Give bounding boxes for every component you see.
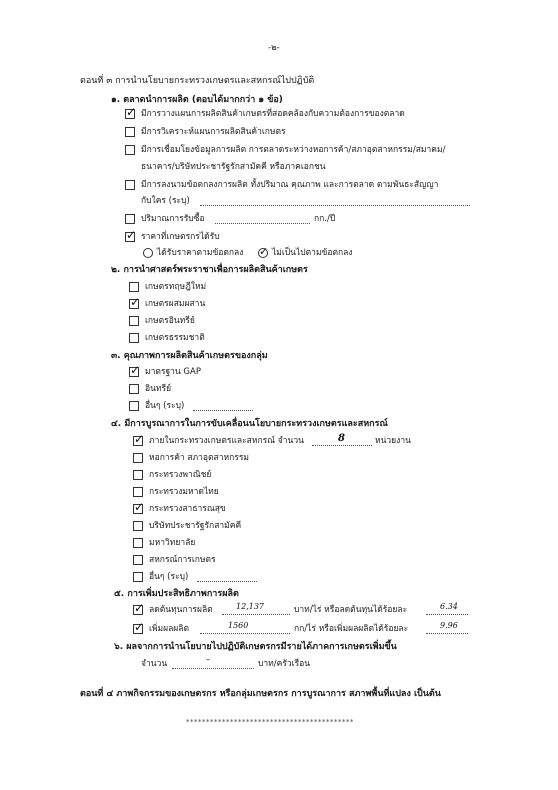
s4-item5-label: กระทรวงสาธารณสุข: [149, 504, 226, 514]
s3-item2-label: อินทรีย์: [145, 384, 172, 394]
s1-item6-checkbox[interactable]: [125, 228, 137, 242]
s3-title: ๓. คุณภาพการผลิตสินค้าเกษตรของกลุ่ม: [111, 351, 268, 361]
s6-title: ๖. ผลจากการนำนโยบายไปปฏิบัติเกษตรกรมีรายได้ภาคการเกษตรเพิ่มขึ้น: [114, 642, 397, 652]
s5-row2-mid: กก/ไร่ หรือเพิ่มผลผลิตได้ร้อยละ: [294, 624, 409, 634]
s1-item1-checkbox[interactable]: [125, 105, 137, 119]
s4-item1-checkbox[interactable]: [133, 432, 145, 446]
check-mark-icon: ✓: [130, 295, 141, 309]
s2-title: ๒. การนำศาสตร์พระราชาเพื่อการผลิตสินค้าเกษตร: [111, 265, 308, 275]
s6-unit: บาท/ครัวเรือน: [258, 659, 311, 669]
s4-item1-label: ภายในกระทรวงเกษตรและสหกรณ์ จำนวน: [149, 436, 304, 446]
s2-item3-checkbox[interactable]: [129, 316, 139, 326]
s1-item3-label-cont: ธนาคาร/บริษัทประชารัฐรักสามัคคี หรือภาคเอกชน: [141, 162, 326, 172]
s1-item5-label: ปริมาณการรับซื้อ: [141, 214, 205, 224]
s1-item5-unit: กก./ปี: [314, 214, 336, 224]
s2-item4-checkbox[interactable]: [129, 333, 139, 343]
s2-item2-checkbox[interactable]: [129, 295, 141, 309]
s5-row2-label: เพิ่มผลผลิต: [149, 624, 190, 634]
s2-item3-label: เกษตรอินทรีย์: [145, 316, 195, 326]
s3-item1-checkbox[interactable]: [129, 363, 141, 377]
check-mark-icon: ✓: [134, 620, 145, 634]
part3-title: ตอนที่ ๓ การนำนโยบายกระทรวงเกษตรและสหกรณ์ไปปฏิบัติ: [80, 76, 315, 86]
s3-item3-checkbox[interactable]: [129, 401, 139, 411]
s5-title: ๕. การเพิ่มประสิทธิภาพการผลิต: [114, 589, 239, 599]
s1-item4-label-cont: กับใคร (ระบุ): [141, 196, 190, 206]
s4-item1-fill-line[interactable]: [312, 445, 372, 446]
s1-radio2-label: ไม่เป็นไปตามข้อตกลง: [272, 248, 353, 258]
s4-item4-checkbox[interactable]: [133, 487, 143, 497]
part4-separator: ******************************************: [186, 718, 354, 726]
s5-row2-value-line[interactable]: [200, 633, 290, 634]
s1-item6-label: ราคาที่เกษตรกรได้รับ: [141, 232, 220, 242]
s5-row1-value: 12,137: [236, 602, 264, 611]
s2-item2-label: เกษตรผสมผสาน: [145, 299, 206, 309]
s4-item1-value: 8: [338, 433, 345, 444]
s2-item1-checkbox[interactable]: [129, 282, 139, 292]
s4-item8-label: สหกรณ์การเกษตร: [149, 555, 216, 565]
s1-item3-label: มีการเชื่อมโยงข้อมูลการผลิต การตลาดระหว่างหอการค้า/สภาอุตสาหกรรม/สมาคม/: [141, 145, 446, 155]
s5-row1-pct: 6.34: [440, 602, 458, 611]
s4-item9-label: อื่นๆ (ระบุ): [149, 572, 189, 582]
s1-item4-checkbox[interactable]: [125, 180, 135, 190]
s6-value-line[interactable]: [172, 668, 254, 669]
s4-item1-unit: หน่วยงาน: [375, 436, 411, 446]
s2-item4-label: เกษตรธรรมชาติ: [145, 333, 205, 343]
s6-label: จำนวน: [141, 659, 168, 669]
s3-item3-fill-line[interactable]: [193, 410, 253, 411]
s4-item3-checkbox[interactable]: [133, 470, 143, 480]
s4-item9-checkbox[interactable]: [133, 572, 143, 582]
page-number: -๒-: [268, 43, 280, 53]
s3-item3-label: อื่นๆ (ระบุ): [145, 401, 185, 411]
s5-row2-pct-line[interactable]: [426, 633, 468, 634]
s1-item2-checkbox[interactable]: [125, 127, 135, 137]
s5-row2-value: 1560: [228, 621, 249, 630]
s4-item7-checkbox[interactable]: [133, 538, 143, 548]
s4-item4-label: กระทรวงมหาดไทย: [149, 487, 219, 497]
s3-item1-label: มาตรฐาน GAP: [145, 367, 201, 377]
s4-item7-label: มหาวิทยาลัย: [149, 538, 196, 548]
s4-item5-checkbox[interactable]: [133, 500, 145, 514]
s4-item2-label: หอการค้า สภาอุตสาหกรรม: [149, 453, 249, 463]
check-mark-icon: ✓: [126, 105, 137, 119]
s1-item2-label: มีการวิเคราะห์แผนการผลิตสินค้าเกษตร: [141, 127, 286, 137]
s4-item6-checkbox[interactable]: [133, 521, 143, 531]
check-mark-icon: ✓: [259, 245, 269, 258]
s4-title: ๔. มีการบูรณาการในการขับเคลื่อนนโยบายกระทรวงเกษตรและสหกรณ์: [111, 419, 388, 429]
part4-title: ตอนที่ ๔ ภาพกิจกรรมของเกษตรกร หรือกลุ่มเกษตรกร การบูรณาการ สภาพพื้นที่แปลง เป็นต้น: [80, 689, 441, 699]
s5-row1-pct-line[interactable]: [426, 614, 468, 615]
s1-item5-checkbox[interactable]: [125, 214, 135, 224]
s4-item6-label: บริษัทประชารัฐรักสามัคคี: [149, 521, 242, 531]
s1-radio1-label: ได้รับราคาตามข้อตกลง: [157, 248, 244, 258]
check-mark-icon: ✓: [134, 601, 145, 615]
s2-item1-label: เกษตรทฤษฎีใหม่: [145, 282, 207, 292]
s4-item2-checkbox[interactable]: [133, 453, 143, 463]
check-mark-icon: ✓: [130, 363, 141, 377]
s4-item9-fill-line[interactable]: [197, 581, 257, 582]
s1-item1-label: มีการวางแผนการผลิตสินค้าเกษตรที่สอดคล้องกับความต้องการของตลาด: [141, 109, 405, 119]
check-mark-icon: ✓: [134, 432, 145, 446]
s1-item5-fill-line[interactable]: [215, 223, 310, 224]
s1-item4-fill-line[interactable]: [200, 205, 470, 206]
s1-item4-label: มีการลงนามข้อตกลงการผลิต ทั้งปริมาณ คุณภาพ และการตลาด ตามพันธะสัญญา: [141, 180, 439, 190]
s1-radio-as-agreed[interactable]: [143, 248, 153, 258]
s1-radio-not-as-agreed[interactable]: [258, 245, 269, 258]
s5-row1-mid: บาท/ไร่ หรือลดต้นทุนได้ร้อยละ: [294, 605, 408, 615]
s3-item2-checkbox[interactable]: [129, 384, 139, 394]
s5-row2-pct: 9.96: [440, 621, 458, 630]
s5-row1-label: ลดต้นทุนการผลิต: [149, 605, 213, 615]
s4-item3-label: กระทรวงพาณิชย์: [149, 470, 212, 480]
s1-title: ๑. ตลาดนำการผลิต (ตอบได้มากกว่า ๑ ข้อ): [111, 95, 283, 105]
s4-item8-checkbox[interactable]: [133, 555, 143, 565]
s1-item3-checkbox[interactable]: [125, 145, 135, 155]
s5-row1-checkbox[interactable]: [133, 601, 145, 615]
check-mark-icon: ✓: [134, 500, 145, 514]
check-mark-icon: ✓: [126, 228, 137, 242]
s5-row1-value-line[interactable]: [222, 614, 290, 615]
s5-row2-checkbox[interactable]: [133, 620, 145, 634]
s6-value: –: [206, 655, 210, 664]
